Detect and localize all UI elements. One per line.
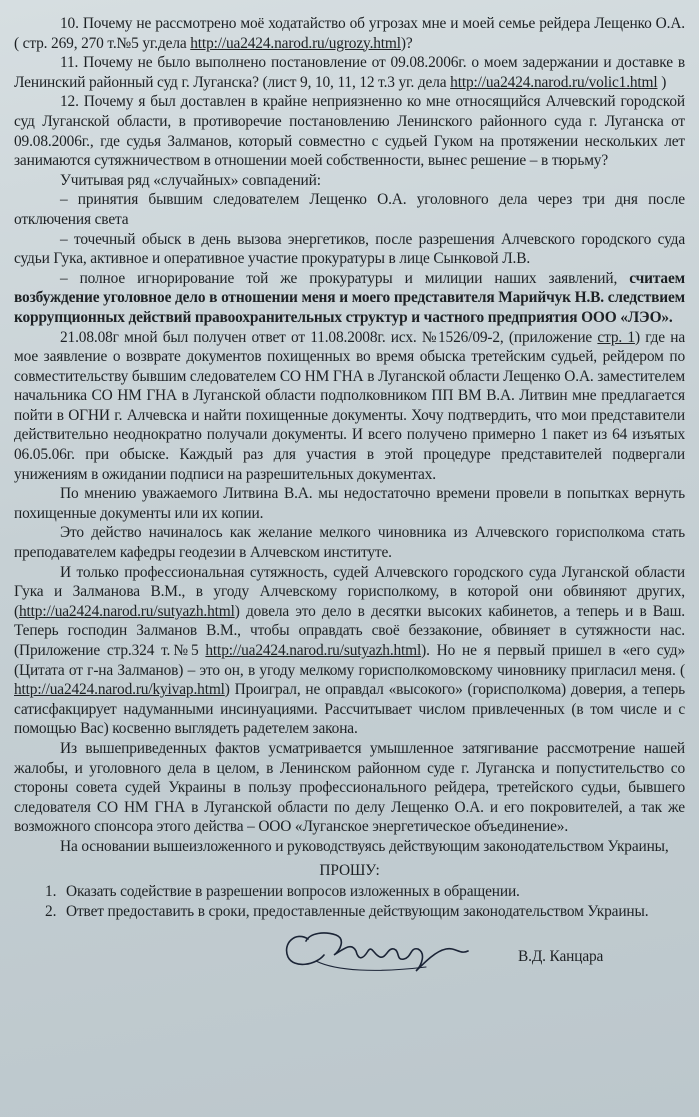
paragraph-professional — [14, 563, 685, 739]
signer-name: В.Д. Канцара — [518, 948, 604, 966]
paragraph-basis: На основании вышеизложенного и руководствуясь действующим законодательством Украины, — [60, 837, 669, 855]
text: 11. Почему не было выполнено постановление от 09.08.2006г. о моем задержании и доставке в Ленинский районный суд г. Луганска? (лист 9, 10, 11, 12 т.3 уг. дела — [14, 54, 685, 91]
dash-item-3 — [14, 269, 685, 328]
request-list — [14, 882, 685, 921]
text: ) где на мое заявление о возврате документов похищенных во время обыска третейским судьей, рейдером по совместительству бывшим следователем СО НМ ГНА в Луганской области Лещенко О.А. заместителем начальника СО НМ ГНА в Луганской области подполковником ПП ВМ В.А. Литвин мне предлагается пойти в ОГНИ г. Алчевска и найти похищенные документы. Хочу подтвердить, что мои представители действительно неоднократно получали документы. И всего получено примерно 1 пакет из 64 изъятых 06.05.06г. при обыске. Каждый раз для участия в этой процедуре представителей подвергали унижениям в ожидании подписи на разрешительных документах. — [14, 328, 686, 483]
handwritten-signature — [276, 921, 476, 983]
paragraph-10 — [14, 14, 685, 53]
request-heading: ПРОШУ: — [319, 861, 380, 879]
text: ) — [657, 73, 667, 91]
text: – полное игнорирование той же прокуратуры и милиции наших заявлений, — [60, 269, 630, 287]
text: ) Проиграл, не оправдал «высокого» (горисполкома) доверия, а теперь сатисфакцирует надуманными инсинуациями. Рассчитывает числом привлеченных (в том числе и с помощью Вас) косвенно выглядеть радетелем закона. — [14, 681, 685, 738]
text: )? — [400, 34, 413, 52]
link-kyivap[interactable]: http://ua2424.narod.ru/kyivap.html — [14, 681, 225, 699]
paragraph-litvin: По мнению уважаемого Литвина В.А. мы недостаточно времени провели в попытках вернуть похищенные документы или их копии. — [14, 485, 685, 522]
link-appendix-page[interactable]: стр. 1 — [597, 328, 635, 346]
paragraph-facts: Из вышеприведенных фактов усматривается умышленное затягивание рассмотрение нашей жалобы, и уголовного дела в целом, в Ленинском районном суде г. Луганска и попустительство со стороны совета судей Украины в пользу профессионального рейдера, третейского судьи, бывшего следователя СО НМ ГНА в Луганской области по делу Лещенко О.А. и его покровителей, а так же возможного спонсора этого действа – ООО «Луганское энергетическое объединение». — [14, 739, 685, 836]
text: И только профессиональная сутяжность, судей Алчевского городского суда Луганской области Гука и Залманова В.М., в угоду Алчевскому горисполкому, в которой они обвиняют других, ( — [14, 563, 685, 620]
request-item: 1. Оказать содействие в разрешении вопросов изложенных в обращении. — [60, 882, 685, 902]
link-volic[interactable]: http://ua2424.narod.ru/volic1.html — [450, 73, 658, 91]
link-sutyazh-2[interactable]: http://ua2424.narod.ru/sutyazh.html — [205, 642, 422, 659]
link-ugrozy[interactable]: http://ua2424.narod.ru/ugrozy.html — [190, 34, 401, 52]
paragraph-intro: Учитывая ряд «случайных» совпадений: — [60, 171, 321, 189]
text: 10. Почему не рассмотрено моё ходатайство об угрозах мне и моей семье рейдера Лещенко О.А. ( стр. 269, 270 т.№5 уг.дела — [14, 15, 685, 52]
paragraph-deistvo: Это действо начиналось как желание мелкого чиновника из Алчевского горисполкома стать преподавателем кафедры геодезии в Алчевском институте. — [14, 524, 685, 562]
text: ). Но не я первый пришел в «его суд» (Цитата от г-на Залманов) – это он, в угоду мелкому горисполкомовскому чиновнику пригласил меня. ( — [14, 642, 685, 679]
dash-item-1: – принятия бывшим следователем Лещенко О.А. уголовного дела через три дня после отключения света — [14, 191, 685, 228]
link-sutyazh-1[interactable]: http://ua2424.narod.ru/sutyazh.html — [18, 602, 235, 620]
paragraph-response — [14, 328, 685, 485]
request-item: 2. Ответ предоставить в сроки, предоставленные действующим законодательством Украины. — [60, 902, 685, 922]
signature-block — [14, 921, 685, 991]
text: ) довела это дело в десятки высоких кабинетов, а теперь и в Ваш. Теперь господин Залманов В.М., чтобы оправдать своё беззаконие, обвиняет в сутяжности нас. (Приложение стр.324 т.№5 — [14, 602, 685, 659]
dash-item-2: – точечный обыск в день вызова энергетиков, после разрешения Алчевского городского суда судьи Гука, активное и оперативное участие прокуратуры в лице Сынковой Л.В. — [14, 230, 685, 268]
paragraph-12: 12. Почему я был доставлен в крайне неприязненно ко мне относящийся Алчевский городской суд Луганской области, в противоречие постановлению Ленинского районного суда г. Луганска от 09.08.2006г., где судья Залманов, который совместно с судьей Гуком на протяжении нескольких лет занимаются сутяжничеством в отношении моей собственности, вынес решение – в тюрьму? — [14, 93, 685, 170]
bold-conclusion: считаем возбуждение уголовное дело в отношении меня и моего представителя Марийчук Н.В. следствием коррупционных действий правоохранительных структур и частного предприятия ООО «ЛЭО». — [14, 269, 685, 326]
text: 21.08.08г мной был получен ответ от 11.08.2008г. исх. №1526/09-2, (приложение — [60, 328, 598, 346]
paragraph-11 — [14, 53, 685, 92]
